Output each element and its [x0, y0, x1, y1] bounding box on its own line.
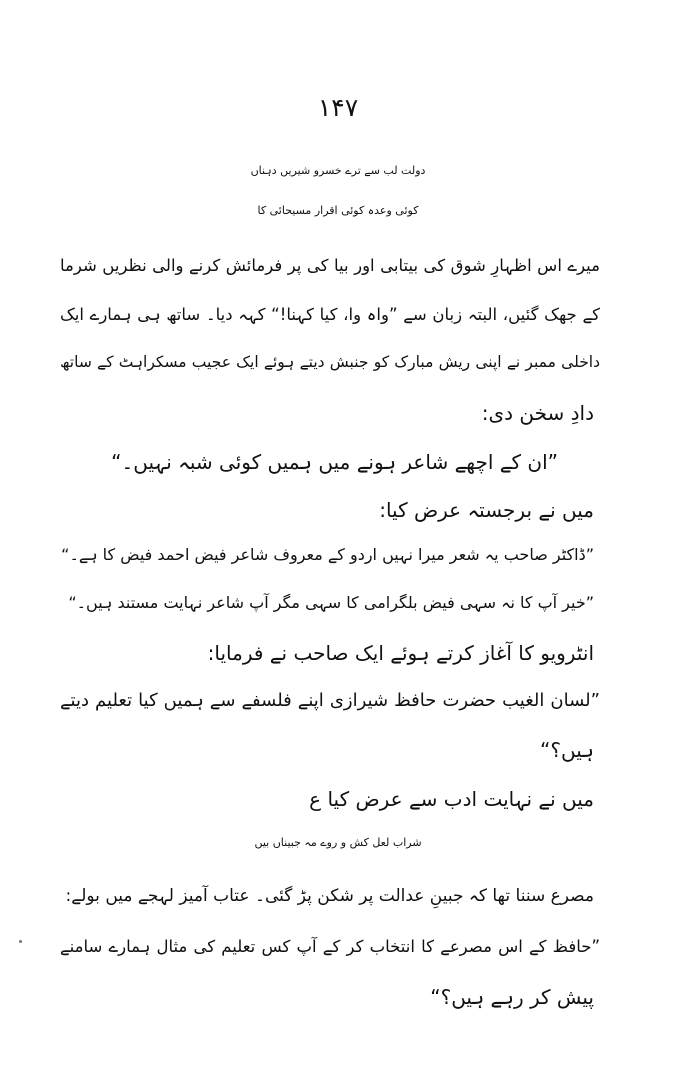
text-line: ”لسان الغیب حضرت حافظ شیرازی اپنے فلسفے سے ہمیں کیا تعلیم دیتے [60, 690, 600, 711]
text-line: دادِ سخن دی: [481, 401, 594, 425]
text-line: انٹرویو کا آغاز کرتے ہوئے ایک صاحب نے فرمایا: [207, 641, 594, 665]
scan-speck [19, 940, 22, 943]
text-line: پیش کر رہے ہیں؟“ [430, 985, 594, 1009]
text-line: میں نے برجستہ عرض کیا: [379, 498, 594, 522]
text-line: ”ان کے اچھے شاعر ہونے میں ہمیں کوئی شبہ نہیں۔“ [111, 450, 558, 474]
page-number: ۱۴۷ [317, 93, 359, 122]
text-line: کے جھک گئیں، البتہ زبان سے ”واہ وا، کیا کہنا!“ کہہ دیا۔ ساتھ ہی ہمارے ایک [60, 305, 600, 324]
text-line: ”حافظ کے اس مصرعے کا انتخاب کر کے آپ کس تعلیم کی مثال ہمارے سامنے [60, 937, 600, 956]
verse-line: دولت لب سے ترے خسرو شیریں دہناں [250, 164, 426, 177]
verse-line: کوئی وعدہ کوئی اقرار مسیحائی کا [257, 204, 419, 217]
verse-line: شراب لعل کش و روے مہ جبیناں بیں [254, 836, 422, 849]
text-line: میرے اس اظہارِ شوق کی بیتابی اور بیا کی پر فرمائش کرنے والی نظریں شرما [60, 256, 600, 275]
text-line: داخلی ممبر نے اپنی ریش مبارک کو جنبش دیتے ہوئے ایک عجیب مسکراہٹ کے ساتھ [60, 353, 600, 371]
text-line: مصرع سننا تھا کہ جبینِ عدالت پر شکن پڑ گئی۔ عتاب آمیز لہجے میں بولے: [65, 886, 594, 906]
text-line: ہیں؟“ [540, 738, 594, 762]
text-line: ”خیر آپ کا نہ سہی فیض بلگرامی کا سہی مگر آپ شاعر نہایت مستند ہیں۔“ [68, 593, 594, 612]
text-line: ”ڈاکٹر صاحب یہ شعر میرا نہیں اردو کے معروف شاعر فیض احمد فیض کا ہے۔“ [61, 545, 594, 564]
text-line: میں نے نہایت ادب سے عرض کیا ع [309, 787, 594, 811]
